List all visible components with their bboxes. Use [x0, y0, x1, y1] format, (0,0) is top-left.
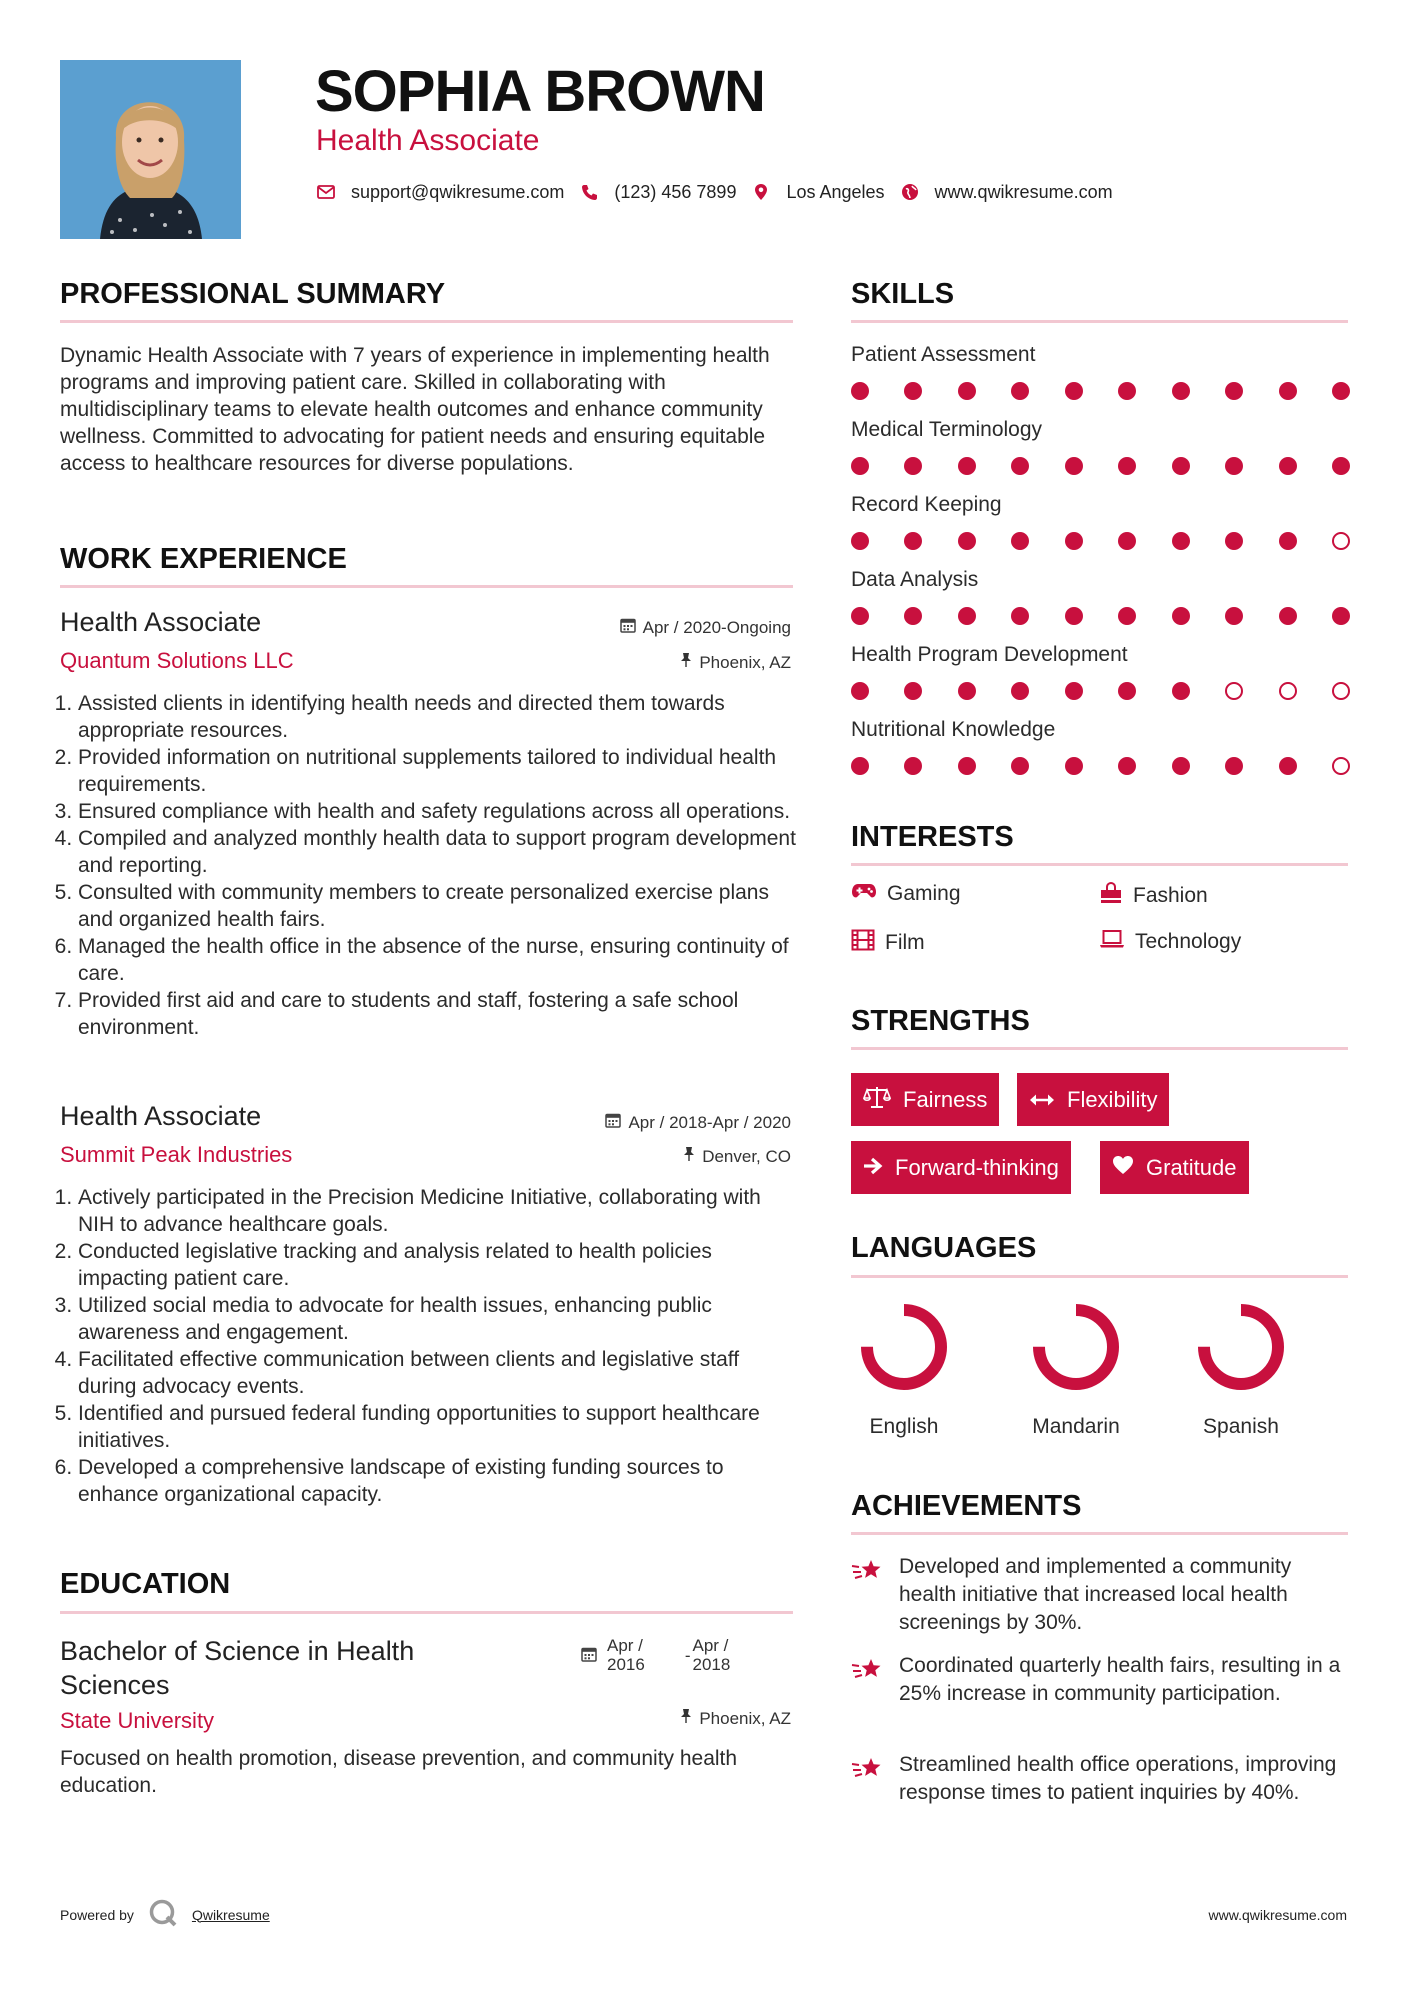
- candidate-role: Health Associate: [316, 124, 540, 157]
- education-end-month: Apr /: [692, 1636, 729, 1655]
- education-location: [680, 1708, 791, 1729]
- skill-rating: [851, 382, 1350, 400]
- envelope-icon: [315, 181, 337, 203]
- skill-dot-empty: [1279, 682, 1297, 700]
- qwikresume-logo-icon: [148, 1898, 178, 1931]
- education-end-year: 2018: [692, 1655, 731, 1674]
- skill-dot-filled: [1332, 607, 1350, 625]
- skill-dot-filled: [1279, 607, 1297, 625]
- summary-divider: [60, 320, 793, 323]
- footer-powered-by: [60, 1898, 270, 1931]
- calendar-icon: [620, 617, 636, 638]
- job-location: [680, 652, 791, 673]
- skill-dot-filled: [904, 382, 922, 400]
- list-item: 3. Ensured compliance with health and safety regulations across all operations.: [78, 798, 800, 825]
- strength-badge: [851, 1141, 1071, 1194]
- job-location: [683, 1146, 791, 1167]
- calendar-icon: [581, 1646, 597, 1666]
- skill-rating: [851, 682, 1350, 700]
- degree-line-1: Bachelor of Science in Health: [60, 1636, 415, 1666]
- achievements-heading: ACHIEVEMENTS: [851, 1490, 1082, 1522]
- skill-dot-filled: [1225, 457, 1243, 475]
- calendar-icon: [605, 1112, 621, 1133]
- skill-dot-filled: [851, 382, 869, 400]
- skill-rating: [851, 532, 1350, 550]
- education-location-text: Phoenix, AZ: [699, 1708, 791, 1728]
- interest-item: [1099, 929, 1241, 955]
- language-item: [1176, 1297, 1306, 1439]
- skill-name: Record Keeping: [851, 493, 1002, 516]
- language-level-arc: [867, 1310, 941, 1384]
- profile-photo: [60, 60, 241, 239]
- skill-dot-filled: [1011, 682, 1029, 700]
- list-item: 4. Facilitated effective communication between clients and legislative staff during advocacy events.: [78, 1346, 800, 1400]
- education-start-year: 2016: [607, 1655, 645, 1674]
- film-icon: [851, 929, 875, 957]
- job-duties-list: [60, 1184, 800, 1508]
- skill-name: Health Program Development: [851, 643, 1128, 666]
- skill-dot-filled: [958, 757, 976, 775]
- skill-dot-filled: [1065, 382, 1083, 400]
- skill-rating: [851, 607, 1350, 625]
- list-item: 2. Provided information on nutritional supplements tailored to individual health requirements.: [78, 744, 800, 798]
- strength-badge: [851, 1073, 999, 1126]
- education-dates: [581, 1636, 730, 1674]
- skill-dot-filled: [1225, 757, 1243, 775]
- skill-dot-filled: [1118, 382, 1136, 400]
- interest-label: Fashion: [1133, 884, 1208, 907]
- list-item: 5. Identified and pursued federal funding opportunities to support healthcare initiatives.: [78, 1400, 800, 1454]
- language-name: Spanish: [1203, 1415, 1279, 1438]
- skill-dot-filled: [1065, 607, 1083, 625]
- skill-dot-filled: [958, 607, 976, 625]
- brand-link[interactable]: Qwikresume: [191, 1906, 270, 1923]
- skill-name: Data Analysis: [851, 568, 979, 591]
- strength-label: Forward-thinking: [895, 1154, 1059, 1180]
- strength-label: Fairness: [903, 1086, 988, 1112]
- skill-dot-filled: [1118, 457, 1136, 475]
- languages-divider: [851, 1275, 1348, 1278]
- skill-dot-filled: [1011, 382, 1029, 400]
- skill-dot-filled: [1172, 607, 1190, 625]
- languages-heading: LANGUAGES: [851, 1232, 1037, 1264]
- powered-by-label: Powered by: [60, 1906, 134, 1923]
- experience-heading: WORK EXPERIENCE: [60, 543, 347, 575]
- skill-dot-empty: [1332, 757, 1350, 775]
- list-item: 7. Provided first aid and care to students and staff, fostering a safe school environment.: [78, 987, 800, 1041]
- language-item: [839, 1297, 969, 1439]
- degree-line-2: Sciences: [60, 1670, 170, 1700]
- skill-dot-filled: [1118, 757, 1136, 775]
- job-dates: [620, 617, 791, 638]
- skill-dot-filled: [904, 757, 922, 775]
- skill-dot-filled: [1065, 757, 1083, 775]
- skill-dot-empty: [1332, 682, 1350, 700]
- degree-title: [60, 1634, 414, 1702]
- job-location-text: Denver, CO: [702, 1146, 791, 1166]
- education-heading: EDUCATION: [60, 1568, 231, 1600]
- skill-dot-filled: [1225, 382, 1243, 400]
- interest-item: [851, 929, 925, 957]
- list-item: 1. Actively participated in the Precision Medicine Initiative, collaborating with NIH to advance healthcare goals.: [78, 1184, 800, 1238]
- job-duties-list: [60, 690, 800, 1041]
- skill-dot-filled: [1225, 532, 1243, 550]
- interest-label: Gaming: [887, 882, 961, 905]
- arrows-horizontal-icon: [1029, 1087, 1055, 1113]
- balance-scale-icon: [863, 1086, 891, 1114]
- skill-dot-filled: [851, 607, 869, 625]
- shopping-bag-icon: [1099, 882, 1123, 910]
- job-dates-text: Apr / 2020-Ongoing: [642, 617, 791, 637]
- education-divider: [60, 1611, 793, 1614]
- heart-icon: [1112, 1155, 1134, 1181]
- footer-url[interactable]: www.qwikresume.com: [1208, 1907, 1347, 1923]
- language-level-ring: [854, 1297, 954, 1397]
- skill-dot-filled: [904, 532, 922, 550]
- school-name: State University: [60, 1708, 215, 1733]
- skill-name: Patient Assessment: [851, 343, 1036, 366]
- skill-dot-filled: [1172, 532, 1190, 550]
- interest-item: [851, 882, 961, 906]
- skill-dot-filled: [851, 457, 869, 475]
- contact-bar: [315, 178, 1113, 206]
- contact-website[interactable]: www.qwikresume.com: [934, 181, 1113, 202]
- globe-icon: [899, 181, 921, 203]
- skill-dot-filled: [1011, 757, 1029, 775]
- job-company: Summit Peak Industries: [60, 1142, 293, 1167]
- pin-icon: [680, 1708, 692, 1729]
- list-item: 6. Developed a comprehensive landscape of existing funding sources to enhance organizational capacity.: [78, 1454, 800, 1508]
- language-level-ring: [1191, 1297, 1291, 1397]
- candidate-name: SOPHIA BROWN: [315, 59, 765, 124]
- list-item: 6. Managed the health office in the absence of the nurse, ensuring continuity of care.: [78, 933, 800, 987]
- job-company: Quantum Solutions LLC: [60, 648, 294, 673]
- skills-divider: [851, 320, 1348, 323]
- achievements-divider: [851, 1532, 1348, 1535]
- education-end: [685, 1636, 731, 1674]
- skill-dot-filled: [1332, 382, 1350, 400]
- skill-dot-filled: [904, 607, 922, 625]
- strengths-divider: [851, 1047, 1348, 1050]
- experience-divider: [60, 585, 793, 588]
- skill-dot-filled: [1065, 457, 1083, 475]
- strength-label: Flexibility: [1067, 1086, 1158, 1112]
- language-level-arc: [1039, 1310, 1113, 1384]
- achievement-item: [851, 1652, 1349, 1708]
- shooting-star-icon: [851, 1755, 883, 1807]
- skill-dot-filled: [1011, 607, 1029, 625]
- achievement-item: [851, 1553, 1349, 1637]
- list-item: 4. Compiled and analyzed monthly health data to support program development and reporting.: [78, 825, 800, 879]
- skill-dot-filled: [851, 757, 869, 775]
- list-item: 5. Consulted with community members to create personalized exercise plans and organized health fairs.: [78, 879, 800, 933]
- list-item: 3. Utilized social media to advocate for health issues, enhancing public awareness and engagement.: [78, 1292, 800, 1346]
- summary-text: Dynamic Health Associate with 7 years of experience in implementing health programs and improving patient care. Skilled in collaborating with multidisciplinary teams to elevate health outcomes and enhance community wellness. Committed to advocating for patient needs and ensuring equitable access to healthcare resources for diverse populations.: [60, 344, 770, 475]
- job-title: Health Associate: [60, 1101, 262, 1131]
- skill-dot-filled: [958, 382, 976, 400]
- skill-dot-filled: [1172, 457, 1190, 475]
- skill-dot-filled: [1065, 682, 1083, 700]
- skill-dot-filled: [958, 682, 976, 700]
- map-marker-icon: [750, 181, 772, 203]
- skill-dot-filled: [1065, 532, 1083, 550]
- skill-rating: [851, 757, 1350, 775]
- skill-dot-filled: [1279, 757, 1297, 775]
- achievement-text: Coordinated quarterly health fairs, resulting in a 25% increase in community participation.: [899, 1654, 1341, 1705]
- skill-dot-filled: [1279, 457, 1297, 475]
- achievement-text: Developed and implemented a community health initiative that increased local health screenings by 30%.: [899, 1555, 1292, 1634]
- skill-name: Nutritional Knowledge: [851, 718, 1056, 741]
- skill-rating: [851, 457, 1350, 475]
- strengths-heading: STRENGTHS: [851, 1005, 1030, 1037]
- language-name: English: [869, 1415, 939, 1438]
- strength-badge: [1100, 1141, 1249, 1194]
- interest-label: Technology: [1135, 930, 1242, 953]
- skill-dot-filled: [1118, 532, 1136, 550]
- skill-dot-filled: [958, 457, 976, 475]
- interests-heading: INTERESTS: [851, 821, 1014, 853]
- skill-dot-filled: [1118, 682, 1136, 700]
- achievement-text: Streamlined health office operations, improving response times to patient inquiries by 40%.: [899, 1753, 1337, 1804]
- achievement-item: [851, 1751, 1349, 1807]
- education-start-month: Apr /: [607, 1636, 643, 1655]
- contact-phone[interactable]: (123) 456 7899: [614, 181, 737, 202]
- skill-dot-filled: [958, 532, 976, 550]
- skill-dot-filled: [904, 457, 922, 475]
- arrow-right-icon: [863, 1155, 883, 1181]
- strength-badge: [1017, 1073, 1169, 1126]
- education-start: [607, 1636, 645, 1674]
- skill-name: Medical Terminology: [851, 418, 1043, 441]
- interest-label: Film: [885, 931, 925, 954]
- skill-dot-filled: [1172, 682, 1190, 700]
- skill-dot-filled: [1172, 757, 1190, 775]
- summary-heading: PROFESSIONAL SUMMARY: [60, 278, 446, 310]
- language-name: Mandarin: [1032, 1415, 1120, 1438]
- job-dates: [605, 1112, 791, 1133]
- gamepad-icon: [851, 882, 877, 906]
- interests-divider: [851, 863, 1348, 866]
- education-date-dash: -: [684, 1646, 691, 1665]
- language-item: [1011, 1297, 1141, 1439]
- pin-icon: [683, 1146, 695, 1167]
- shooting-star-icon: [851, 1656, 883, 1708]
- job-dates-text: Apr / 2018-Apr / 2020: [628, 1112, 791, 1132]
- skill-dot-filled: [1279, 532, 1297, 550]
- skills-heading: SKILLS: [851, 278, 955, 310]
- skill-dot-filled: [1011, 532, 1029, 550]
- strength-label: Gratitude: [1146, 1154, 1237, 1180]
- list-item: 1. Assisted clients in identifying health needs and directed them towards appropriate resources.: [78, 690, 800, 744]
- skill-dot-filled: [1172, 382, 1190, 400]
- skill-dot-filled: [851, 682, 869, 700]
- phone-icon: [578, 181, 600, 203]
- skill-dot-empty: [1332, 532, 1350, 550]
- skill-dot-filled: [1225, 607, 1243, 625]
- language-level-arc: [1204, 1310, 1278, 1384]
- skill-dot-empty: [1225, 682, 1243, 700]
- skill-dot-filled: [851, 532, 869, 550]
- interest-item: [1099, 882, 1208, 910]
- skill-dot-filled: [904, 682, 922, 700]
- list-item: 2. Conducted legislative tracking and analysis related to health policies impacting patient care.: [78, 1238, 800, 1292]
- job-title: Health Associate: [60, 607, 262, 637]
- pin-icon: [680, 652, 692, 673]
- skill-dot-filled: [1332, 457, 1350, 475]
- job-location-text: Phoenix, AZ: [699, 652, 791, 672]
- skill-dot-filled: [1279, 382, 1297, 400]
- laptop-icon: [1099, 929, 1125, 955]
- contact-location: Los Angeles: [786, 181, 885, 202]
- skill-dot-filled: [1011, 457, 1029, 475]
- education-description: Focused on health promotion, disease prevention, and community health education.: [60, 1747, 738, 1797]
- contact-email[interactable]: support@qwikresume.com: [351, 181, 565, 202]
- skill-dot-filled: [1118, 607, 1136, 625]
- shooting-star-icon: [851, 1557, 883, 1637]
- language-level-ring: [1026, 1297, 1126, 1397]
